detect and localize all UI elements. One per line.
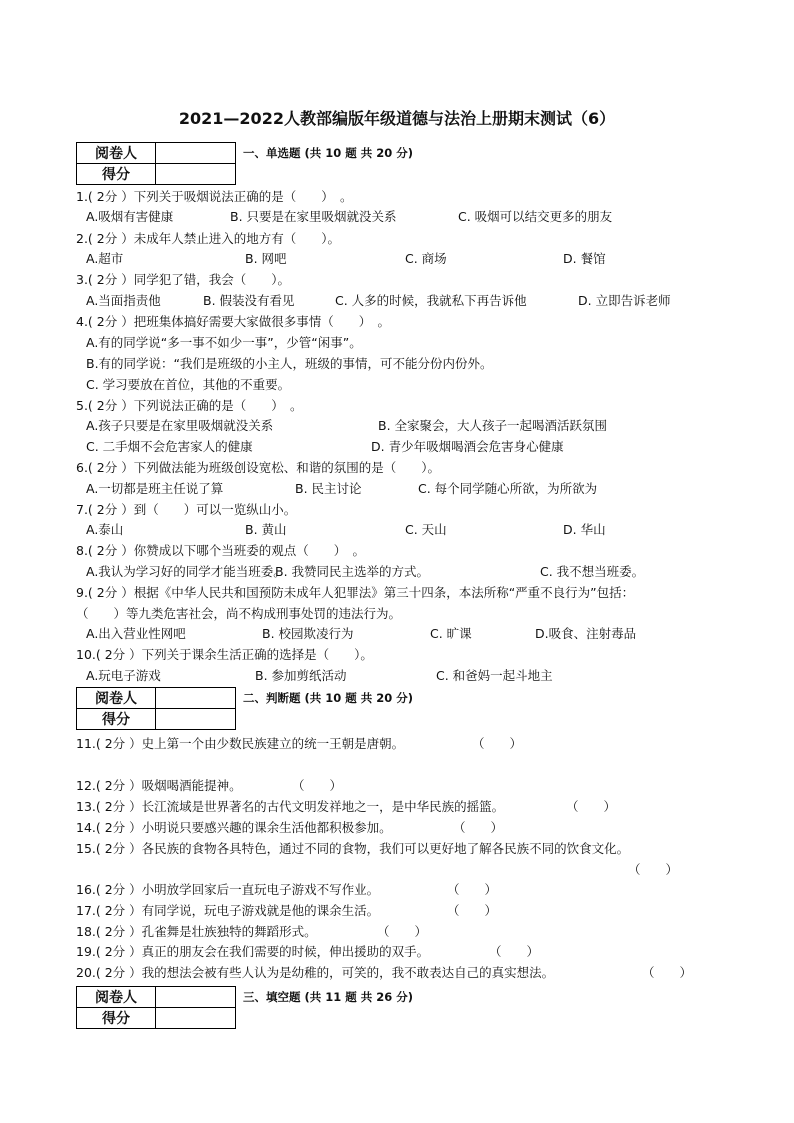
- answer-option: C. 吸烟可以结交更多的朋友: [458, 209, 613, 224]
- question-stem: 12.( 2分 ）吸烟喝酒能提神。: [76, 778, 242, 793]
- question-stem: 20.( 2分 ）我的想法会被有些人认为是幼稚的，可笑的，我不敢表达自己的真实想法。: [76, 965, 555, 980]
- answer-blank[interactable]: （ ）: [489, 944, 540, 959]
- answer-option: A.有的同学说“多一事不如少一事”，少管“闲事”。: [86, 335, 362, 350]
- answer-blank[interactable]: （ ）: [628, 862, 679, 877]
- answer-blank[interactable]: （ ）: [642, 965, 693, 980]
- question-stem: 16.( 2分 ）小明放学回家后一直玩电子游戏不写作业。: [76, 882, 380, 897]
- score-label: 得分: [77, 164, 156, 185]
- question-stem: 6.( 2分 ）下列做法能为班级创设宽松、和谐的氛围的是（ ）。: [76, 460, 440, 475]
- question-stem: 17.( 2分 ）有同学说，玩电子游戏就是他的课余生活。: [76, 903, 380, 918]
- question-stem: 19.( 2分 ）真正的朋友会在我们需要的时候，伸出援助的双手。: [76, 944, 430, 959]
- answer-blank[interactable]: （ ）: [447, 903, 498, 918]
- question-stem: 15.( 2分 ）各民族的食物各具特色，通过不同的食物，我们可以更好地了解各民族不同的饮食文化。: [76, 841, 630, 856]
- answer-option: C. 学习要放在首位，其他的不重要。: [86, 377, 291, 392]
- answer-option: C. 每个同学随心所欲，为所欲为: [418, 481, 598, 496]
- answer-option: B. 校园欺凌行为: [262, 626, 354, 641]
- answer-blank[interactable]: （ ）: [447, 882, 498, 897]
- answer-option: A.泰山: [86, 522, 124, 537]
- answer-option: D. 餐馆: [563, 251, 606, 266]
- answer-option: B. 只要是在家里吸烟就没关系: [230, 209, 397, 224]
- question-stem: 4.( 2分 ）把班集体搞好需要大家做很多事情（ ） 。: [76, 314, 390, 329]
- answer-option: C. 商场: [405, 251, 447, 266]
- question-stem: 9.( 2分 ）根据《中华人民共和国预防未成年人犯罪法》第三十四条，本法所称“严重不良行为”包括：: [76, 585, 635, 600]
- question-stem: 13.( 2分 ）长江流域是世界著名的古代文明发祥地之一，是中华民族的摇篮。: [76, 799, 505, 814]
- score-table: [76, 986, 236, 1029]
- answer-option: D. 青少年吸烟喝酒会危害身心健康: [371, 439, 564, 454]
- reviewer-field[interactable]: [156, 143, 236, 164]
- answer-option: A.吸烟有害健康: [86, 209, 174, 224]
- answer-option: B. 网吧: [245, 251, 287, 266]
- answer-option: B. 黄山: [245, 522, 287, 537]
- question-stem: 8.( 2分 ）你赞成以下哪个当班委的观点（ ） 。: [76, 543, 365, 558]
- question-stem: 5.( 2分 ）下列说法正确的是（ ） 。: [76, 398, 303, 413]
- score-label: 得分: [77, 1008, 156, 1029]
- section-title: 二、判断题 (共 10 题 共 20 分): [243, 691, 414, 705]
- reviewer-field[interactable]: [156, 688, 236, 709]
- answer-option: B. 我赞同民主选举的方式。: [275, 564, 430, 579]
- question-stem-continued: （ ）等九类危害社会，尚不构成刑事处罚的违法行为。: [76, 606, 402, 621]
- answer-option: B. 全家聚会，大人孩子一起喝酒活跃氛围: [378, 418, 608, 433]
- answer-blank[interactable]: （ ）: [566, 799, 617, 814]
- reviewer-label: 阅卷人: [77, 143, 156, 164]
- answer-blank[interactable]: （ ）: [377, 924, 428, 939]
- answer-option: A.玩电子游戏: [86, 668, 161, 683]
- answer-option: A.孩子只要是在家里吸烟就没关系: [86, 418, 274, 433]
- answer-option: C. 人多的时候，我就私下再告诉他: [335, 293, 527, 308]
- score-field[interactable]: [156, 164, 236, 185]
- score-field[interactable]: [156, 709, 236, 730]
- answer-option: C. 旷课: [430, 626, 472, 641]
- score-field[interactable]: [156, 1008, 236, 1029]
- answer-option: C. 天山: [405, 522, 447, 537]
- reviewer-field[interactable]: [156, 987, 236, 1008]
- answer-option: A.我认为学习好的同学才能当班委。: [86, 564, 286, 579]
- answer-option: D.吸食、注射毒品: [535, 626, 637, 641]
- score-table: [76, 142, 236, 185]
- question-stem: 10.( 2分 ）下列关于课余生活正确的选择是（ ）。: [76, 647, 373, 662]
- answer-option: D. 立即告诉老师: [578, 293, 671, 308]
- reviewer-label: 阅卷人: [77, 987, 156, 1008]
- answer-option: C. 和爸妈一起斗地主: [436, 668, 553, 683]
- answer-option: B. 参加剪纸活动: [255, 668, 347, 683]
- answer-option: B. 民主讨论: [295, 481, 362, 496]
- answer-option: D. 华山: [563, 522, 606, 537]
- answer-option: A.超市: [86, 251, 124, 266]
- answer-option: B. 假装没有看见: [203, 293, 295, 308]
- question-stem: 2.( 2分 ）未成年人禁止进入的地方有（ ）。: [76, 231, 340, 246]
- answer-option: C. 我不想当班委。: [540, 564, 645, 579]
- answer-option: B.有的同学说：“我们是班级的小主人，班级的事情，可不能分份内份外。: [86, 356, 493, 371]
- answer-blank[interactable]: （ ）: [453, 820, 504, 835]
- question-stem: 18.( 2分 ）孔雀舞是壮族独特的舞蹈形式。: [76, 924, 317, 939]
- page-title: 2021—2022人教部编版年级道德与法治上册期末测试（6）: [178, 109, 616, 128]
- answer-option: A.当面指责他: [86, 293, 161, 308]
- section-title: 一、单选题 (共 10 题 共 20 分): [243, 146, 414, 160]
- answer-option: C. 二手烟不会危害家人的健康: [86, 439, 253, 454]
- question-stem: 3.( 2分 ）同学犯了错，我会（ ）。: [76, 272, 290, 287]
- reviewer-label: 阅卷人: [77, 688, 156, 709]
- question-stem: 11.( 2分 ）史上第一个由少数民族建立的统一王朝是唐朝。: [76, 736, 405, 751]
- score-label: 得分: [77, 709, 156, 730]
- section-title: 三、填空题 (共 11 题 共 26 分): [243, 990, 414, 1004]
- answer-blank[interactable]: （ ）: [472, 736, 523, 751]
- question-stem: 14.( 2分 ）小明说只要感兴趣的课余生活他都积极参加。: [76, 820, 392, 835]
- question-stem: 1.( 2分 ）下列关于吸烟说法正确的是（ ） 。: [76, 189, 353, 204]
- answer-option: A.一切都是班主任说了算: [86, 481, 224, 496]
- answer-option: A.出入营业性网吧: [86, 626, 186, 641]
- question-stem: 7.( 2分 ）到（ ）可以一览纵山小。: [76, 502, 297, 517]
- answer-blank[interactable]: （ ）: [292, 778, 343, 793]
- score-table: [76, 687, 236, 730]
